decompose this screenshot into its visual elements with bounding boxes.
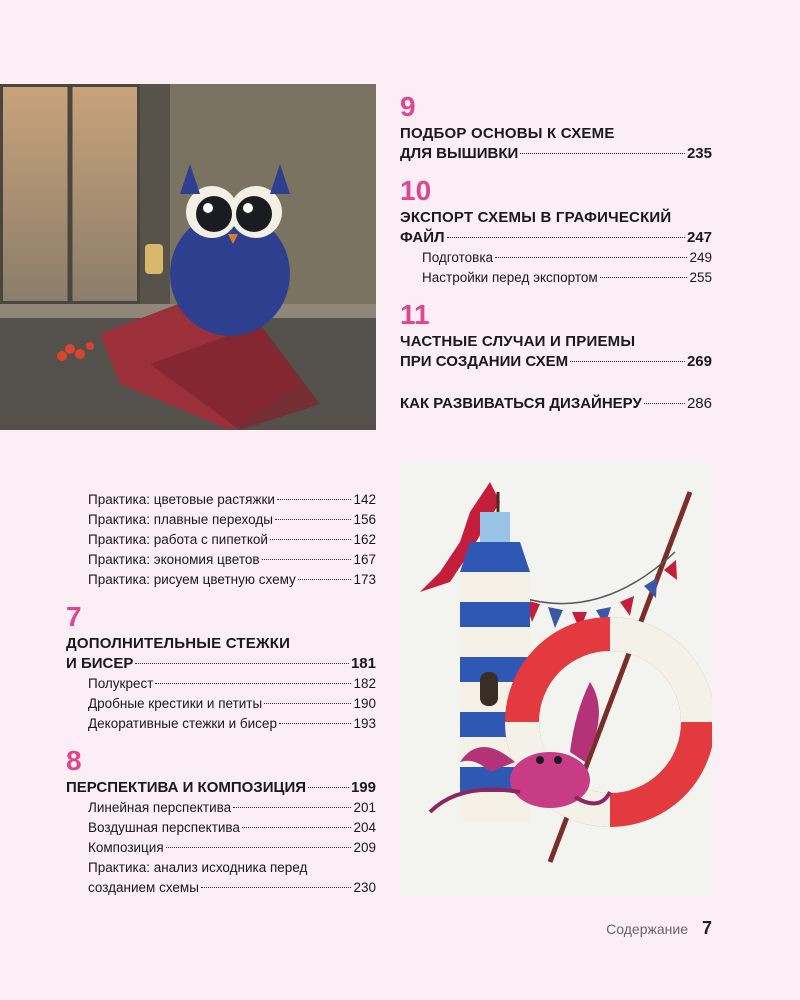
- toc-item-page: 204: [353, 820, 376, 835]
- chapter-11-page: 269: [686, 353, 712, 370]
- leader-dots: [570, 361, 685, 362]
- toc-item-page: 249: [689, 250, 712, 265]
- leader-dots: [155, 683, 351, 684]
- toc-item-label: Линейная перспектива: [88, 800, 232, 815]
- chapter-9-title-line1: ПОДБОР ОСНОВЫ К СХЕМЕ: [400, 125, 615, 142]
- toc-item-page: 201: [353, 800, 376, 815]
- chapter-9-entry[interactable]: [400, 144, 712, 164]
- toc-item-label: Практика: цветовые растяжки: [88, 492, 275, 507]
- chapter-10-number: 10: [400, 175, 432, 206]
- toc-item-label: созданием схемы: [88, 880, 199, 895]
- leader-dots: [298, 579, 352, 580]
- leader-dots: [644, 403, 685, 404]
- toc-item[interactable]: [66, 510, 376, 530]
- chapter-8-entry[interactable]: [66, 778, 376, 798]
- chapter-11-title-line1: ЧАСТНЫЕ СЛУЧАИ И ПРИЕМЫ: [400, 333, 636, 350]
- toc-item[interactable]: [400, 248, 712, 268]
- toc-item-page: 173: [353, 572, 376, 587]
- toc-item-page: 182: [353, 676, 376, 691]
- leader-dots: [264, 703, 351, 704]
- toc-item[interactable]: [66, 674, 376, 694]
- chapter-7-title-line2: И БИСЕР: [66, 655, 134, 672]
- chapter-8-number: 8: [66, 745, 82, 776]
- page-footer: [606, 918, 712, 939]
- toc-item-page: 230: [353, 880, 376, 895]
- chapter-7-entry[interactable]: [66, 654, 376, 674]
- chapter-11-number: 11: [400, 299, 430, 330]
- toc-item-label: Практика: работа с пипеткой: [88, 532, 268, 547]
- leader-dots: [308, 787, 349, 788]
- leader-dots: [135, 663, 349, 664]
- toc-item[interactable]: [66, 878, 376, 898]
- toc-item-page: 255: [689, 270, 712, 285]
- toc-item[interactable]: [66, 838, 376, 858]
- toc-item-page: 162: [353, 532, 376, 547]
- chapter-10-page: 247: [686, 229, 712, 246]
- owl-embroidery-image: [0, 84, 376, 430]
- leader-dots: [262, 559, 352, 560]
- chapter-8-title: ПЕРСПЕКТИВА И КОМПОЗИЦИЯ: [66, 779, 307, 796]
- toc-item-label: Настройки перед экспортом: [422, 270, 598, 285]
- leader-dots: [201, 887, 352, 888]
- toc-item-label: Декоративные стежки и бисер: [88, 716, 277, 731]
- footer-section-label: Содержание: [606, 921, 688, 937]
- leader-dots: [279, 723, 352, 724]
- chapter-11-title-line2: ПРИ СОЗДАНИИ СХЕМ: [400, 353, 569, 370]
- page-number: 7: [701, 918, 712, 938]
- toc-item-multiline-first[interactable]: Практика: анализ исходника перед: [88, 860, 308, 875]
- toc-item-label: Полукрест: [88, 676, 154, 691]
- leader-dots: [275, 519, 352, 520]
- toc-item-label: Композиция: [88, 840, 164, 855]
- leader-dots: [277, 499, 352, 500]
- toc-item[interactable]: [66, 694, 376, 714]
- toc-item-page: 209: [353, 840, 376, 855]
- chapter-7-number: 7: [66, 601, 82, 632]
- toc-item[interactable]: [66, 550, 376, 570]
- toc-item[interactable]: [66, 818, 376, 838]
- chapter-10-title-line1: ЭКСПОРТ СХЕМЫ В ГРАФИЧЕСКИЙ: [400, 209, 672, 226]
- leader-dots: [447, 237, 685, 238]
- toc-item-label: Воздушная перспектива: [88, 820, 240, 835]
- lighthouse-embroidery-image: [400, 462, 712, 896]
- leader-dots: [270, 539, 351, 540]
- leader-dots: [495, 257, 687, 258]
- chapter-10-title-line2: ФАЙЛ: [400, 229, 445, 246]
- toc-item-label: Практика: рисуем цветную схему: [88, 572, 296, 587]
- chapter-9-title-line2: ДЛЯ ВЫШИВКИ: [400, 145, 519, 162]
- designer-growth-page: 286: [686, 395, 712, 412]
- toc-item[interactable]: [66, 714, 376, 734]
- toc-item-page: 193: [353, 716, 376, 731]
- toc-item-label: Практика: экономия цветов: [88, 552, 260, 567]
- toc-item-page: 142: [353, 492, 376, 507]
- toc-item-label: Практика: плавные переходы: [88, 512, 273, 527]
- leader-dots: [166, 847, 352, 848]
- leader-dots: [600, 277, 688, 278]
- designer-growth-title: КАК РАЗВИВАТЬСЯ ДИЗАЙНЕРУ: [400, 395, 642, 412]
- designer-growth-entry[interactable]: [400, 394, 712, 414]
- leader-dots: [233, 807, 351, 808]
- toc-item-label: Дробные крестики и петиты: [88, 696, 263, 711]
- toc-item-page: 190: [353, 696, 376, 711]
- toc-item[interactable]: [400, 268, 712, 288]
- toc-left-column: [66, 490, 376, 898]
- toc-item[interactable]: [66, 570, 376, 590]
- chapter-8-page: 199: [350, 779, 376, 796]
- chapter-7-page: 181: [350, 655, 376, 672]
- leader-dots: [520, 153, 685, 154]
- chapter-11-entry[interactable]: [400, 352, 712, 372]
- toc-item[interactable]: [66, 530, 376, 550]
- chapter-10-entry[interactable]: [400, 228, 712, 248]
- toc-item-page: 156: [353, 512, 376, 527]
- chapter-7-title-line1: ДОПОЛНИТЕЛЬНЫЕ СТЕЖКИ: [66, 635, 291, 652]
- toc-right-column: [400, 92, 712, 414]
- toc-item-page: 167: [353, 552, 376, 567]
- toc-item[interactable]: [66, 798, 376, 818]
- chapter-9-number: 9: [400, 91, 416, 122]
- toc-item-label: Подготовка: [422, 250, 494, 265]
- toc-item[interactable]: [66, 490, 376, 510]
- chapter-9-page: 235: [686, 145, 712, 162]
- leader-dots: [242, 827, 352, 828]
